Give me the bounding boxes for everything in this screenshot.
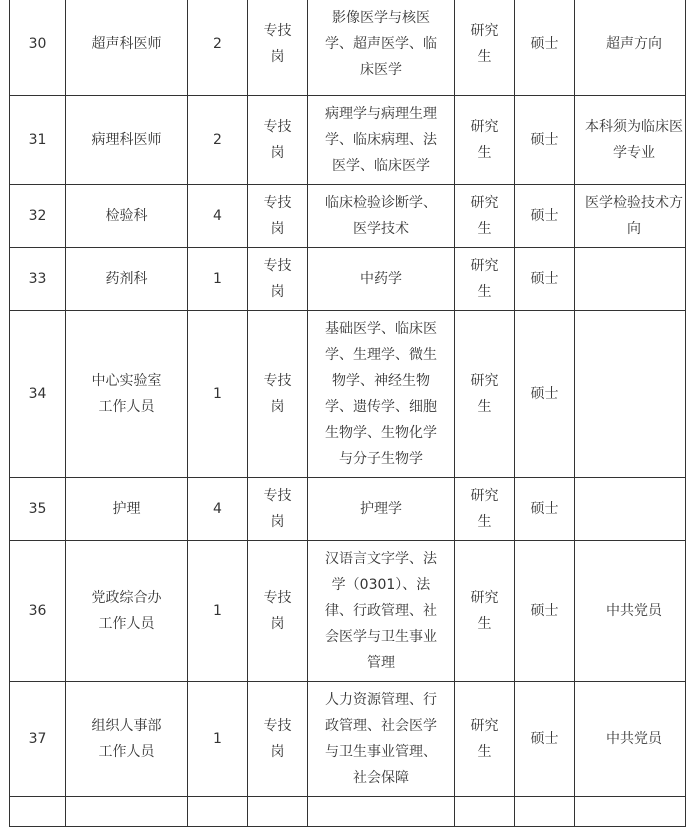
- degree: 硕士: [515, 96, 575, 185]
- headcount: 2: [188, 96, 248, 185]
- post-type: 专技岗: [248, 478, 308, 541]
- education-level: 研究生: [455, 478, 515, 541]
- remarks: 本科须为临床医学专业: [575, 96, 686, 185]
- remarks: [575, 248, 686, 311]
- position-name: 检验科: [66, 185, 188, 248]
- major-requirement: 临床检验诊断学、医学技术: [308, 185, 455, 248]
- position-name: 护理: [66, 478, 188, 541]
- degree: 硕士: [515, 541, 575, 682]
- education-level: 研究生: [455, 682, 515, 797]
- table-row: [10, 311, 686, 478]
- row-number: 31: [10, 96, 66, 185]
- major-requirement: 汉语言文字学、法学（0301）、法律、行政管理、社会医学与卫生事业管理: [308, 541, 455, 682]
- major-requirement: 中药学: [308, 248, 455, 311]
- headcount: 4: [188, 185, 248, 248]
- row-number: 37: [10, 682, 66, 797]
- education-level: 研究生: [455, 311, 515, 478]
- table-row: [10, 682, 686, 797]
- row-number: 35: [10, 478, 66, 541]
- table-row: [10, 96, 686, 185]
- degree: 硕士: [515, 478, 575, 541]
- post-type: 专技岗: [248, 311, 308, 478]
- table-row: [10, 478, 686, 541]
- headcount: 1: [188, 311, 248, 478]
- table-row: [10, 541, 686, 682]
- education-level: 研究生: [455, 185, 515, 248]
- degree: 硕士: [515, 0, 575, 96]
- headcount: 1: [188, 682, 248, 797]
- education-level: 研究生: [455, 248, 515, 311]
- degree: 硕士: [515, 311, 575, 478]
- headcount: 4: [188, 478, 248, 541]
- remarks: 医学检验技术方向: [575, 185, 686, 248]
- major-requirement: 人力资源管理、行政管理、社会医学与卫生事业管理、社会保障: [308, 682, 455, 797]
- position-name: 超声科医师: [66, 0, 188, 96]
- post-type: 专技岗: [248, 541, 308, 682]
- position-name: 病理科医师: [66, 96, 188, 185]
- major-requirement: 病理学与病理生理学、临床病理、法医学、临床医学: [308, 96, 455, 185]
- position-name: 组织人事部工作人员: [66, 682, 188, 797]
- remarks: [575, 311, 686, 478]
- headcount: 2: [188, 0, 248, 96]
- degree: 硕士: [515, 682, 575, 797]
- education-level: 研究生: [455, 96, 515, 185]
- education-level: 研究生: [455, 541, 515, 682]
- position-name: 药剂科: [66, 248, 188, 311]
- table-row: [10, 185, 686, 248]
- table-row: [10, 0, 686, 96]
- major-requirement: 影像医学与核医学、超声医学、临床医学: [308, 0, 455, 96]
- table-row: [10, 248, 686, 311]
- post-type: 专技岗: [248, 185, 308, 248]
- row-number: 30: [10, 0, 66, 96]
- degree: 硕士: [515, 185, 575, 248]
- major-requirement: 护理学: [308, 478, 455, 541]
- position-name: 中心实验室工作人员: [66, 311, 188, 478]
- remarks: 超声方向: [575, 0, 686, 96]
- post-type: 专技岗: [248, 0, 308, 96]
- row-number: 32: [10, 185, 66, 248]
- remarks: 中共党员: [575, 541, 686, 682]
- row-number: 34: [10, 311, 66, 478]
- post-type: 专技岗: [248, 682, 308, 797]
- post-type: 专技岗: [248, 248, 308, 311]
- row-number: 33: [10, 248, 66, 311]
- position-name: 党政综合办工作人员: [66, 541, 188, 682]
- education-level: 研究生: [455, 0, 515, 96]
- headcount: 1: [188, 541, 248, 682]
- table-row-partial: [10, 797, 686, 827]
- degree: 硕士: [515, 248, 575, 311]
- remarks: 中共党员: [575, 682, 686, 797]
- post-type: 专技岗: [248, 96, 308, 185]
- major-requirement: 基础医学、临床医学、生理学、微生物学、神经生物学、遗传学、细胞生物学、生物化学与分子生物学: [308, 311, 455, 478]
- remarks: [575, 478, 686, 541]
- recruitment-table: [9, 0, 686, 827]
- row-number: 36: [10, 541, 66, 682]
- headcount: 1: [188, 248, 248, 311]
